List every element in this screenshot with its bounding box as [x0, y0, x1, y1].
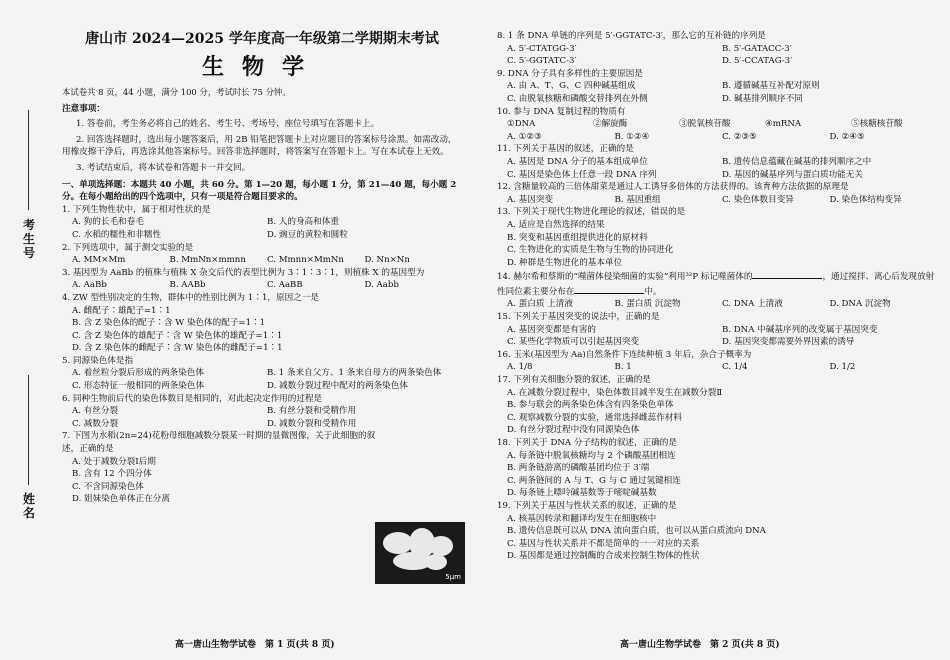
option: B. MmNn×mmnn	[169, 255, 246, 266]
question-17: 17. 下列有关细胞分裂的叙述，正确的是	[497, 375, 651, 386]
q4-options	[62, 305, 462, 355]
option: C. 染色体数目变异	[722, 194, 794, 205]
option: A. 基因突变	[507, 194, 554, 205]
candidate-number-label: 考生号	[22, 218, 35, 260]
option: B. 人的身高和体重	[267, 217, 339, 228]
q6-options	[62, 405, 462, 430]
q8-options	[497, 43, 937, 68]
answer-blank	[752, 269, 822, 279]
subject-title: 生物学	[201, 54, 322, 80]
option: C. 5′-GGTATC-3′	[507, 56, 577, 67]
option: B. 两条链游离的磷酸基团均位于 3′端	[507, 463, 650, 474]
question-13: 13. 下列关于现代生物进化理论的叙述，错误的是	[497, 207, 686, 218]
option: D. 种群是生物进化的基本单位	[507, 257, 623, 268]
option: A. 狗的长毛和卷毛	[72, 217, 144, 228]
option: D. DNA 沉淀物	[829, 299, 891, 310]
option: D. 基因都是通过控制酶的合成来控制生物体的性状	[507, 551, 700, 562]
q14-stem-tail: ，通过搅拌、离心后发现放射性同位素主要分布在	[497, 272, 935, 297]
option: B. 5′-GATACC-3′	[722, 43, 792, 54]
option: B. 有丝分裂和受精作用	[267, 406, 357, 417]
option: B. 遵循碱基互补配对原则	[722, 81, 820, 92]
option: C. 某些化学物质可以引起基因突变	[507, 337, 640, 348]
option: A. 适应是自然选择的结果	[507, 219, 605, 230]
option: B. 突变和基因重组提供进化的原材料	[507, 232, 648, 243]
option: B. 1	[614, 362, 632, 373]
option: D. 减数分裂和受精作用	[267, 418, 357, 429]
chromosome-blob	[425, 554, 447, 570]
option: C. 基因是染色体上任意一段 DNA 序列	[507, 169, 657, 180]
question-10: 10. 参与 DNA 复制过程的物质有	[497, 106, 626, 117]
option: C. Mmnn×MmNn	[267, 255, 344, 266]
option: D. 碱基排列顺序不同	[722, 93, 803, 104]
option: D. 基因的碱基序列与蛋白质功能无关	[722, 169, 863, 180]
question-9: 9. DNA 分子具有多样性的主要原因是	[497, 68, 643, 79]
q1-options	[62, 216, 462, 241]
question-4: 4. ZW 型性别决定的生物，群体中的性别比例为 1∶1，原因之一是	[62, 292, 319, 303]
option: D. 豌豆的黄粒和圆粒	[267, 229, 348, 240]
page-footer-2: 高一唐山生物学试卷 第 2 页(共 8 页)	[620, 640, 780, 650]
item: ④mRNA	[765, 119, 802, 130]
option: A. 在减数分裂过程中，染色体数目减半发生在减数分裂Ⅱ	[507, 387, 723, 398]
option: C. AaBB	[267, 280, 303, 291]
q5-options	[62, 367, 462, 392]
option: A. 蛋白质 上清液	[507, 299, 573, 310]
q16-options	[497, 361, 937, 374]
q3-options	[62, 279, 462, 292]
option: A. 5′-CTATGG-3′	[507, 43, 577, 54]
q2-options	[62, 254, 462, 267]
option: D. 含 Z 染色体的雌配子∶含 W 染色体的雌配子=1∶1	[72, 343, 283, 354]
question-12: 12. 含糖量较高的三倍体甜菜是通过人工诱导多倍体的方法获得的。该育种方法依据的原理是	[497, 182, 849, 193]
q10-options	[497, 131, 937, 144]
option: A. AaBb	[72, 280, 107, 291]
q15-options	[497, 324, 937, 349]
option: B. ①②④	[614, 131, 650, 142]
option: C. 不含同源染色体	[72, 481, 144, 492]
option: C. 基因与性状关系并不都是简单的一一对应的关系	[507, 538, 700, 549]
question-15: 15. 下列关于基因突变的说法中，正确的是	[497, 312, 660, 323]
option: C. 1/4	[722, 362, 748, 373]
option: A. 核基因转录和翻译均发生在细胞核中	[507, 513, 657, 524]
option: D. 染色体结构变异	[829, 194, 902, 205]
question-7: 7. 下图为水稻(2n=24)花粉母细胞减数分裂某一时期的显微图像，关于此细胞的叙述，正确的是	[62, 431, 376, 455]
q10-items	[497, 118, 937, 131]
option: B. 含 Z 染色体的配子∶含 W 染色体的配子=1∶1	[72, 318, 266, 329]
left-column	[62, 30, 462, 506]
question-16: 16. 玉米(基因型为 Aa)自然条件下连续种植 3 年后，杂合子概率为	[497, 349, 752, 360]
name-label: 姓名	[22, 492, 35, 520]
option: C. 水稻的糯性和非糯性	[72, 229, 162, 240]
note-item: 3. 考试结束后，将本试卷和答题卡一并交回。	[76, 162, 251, 173]
question-11: 11. 下列关于基因的叙述，正确的是	[497, 144, 634, 155]
question-3: 3. 基因型为 AaBb 的植株与植株 X 杂交后代的表型比例为 3∶1∶3∶1，则植株 X 的基因型为	[62, 267, 425, 278]
chromosome-blob	[429, 536, 453, 556]
exam-info: 本试卷共 8 页，44 小题，满分 100 分，考试时长 75 分钟。	[62, 87, 291, 97]
option: B. DNA 中碱基序列的改变属于基因突变	[722, 324, 878, 335]
option: D. Nn×Nn	[364, 255, 410, 266]
question-18: 18. 下列关于 DNA 分子结构的叙述，正确的是	[497, 438, 677, 448]
option: D. 5′-CCATAG-3′	[722, 56, 793, 67]
page-footer-1: 高一唐山生物学试卷 第 1 页(共 8 页)	[175, 640, 335, 650]
question-5: 5. 同源染色体是指	[62, 355, 134, 366]
option: C. ②③⑤	[722, 131, 757, 142]
section-heading: 一、单项选择题：本题共 40 小题，共 60 分。第 1—20 题，每小题 1 分，第 21—40 题，每小题 2 分。在每小题给出的四个选项中，只有一项是符合题目要求的。	[62, 179, 457, 203]
option: C. 含 Z 染色体的雄配子∶含 W 染色体的雄配子=1∶1	[72, 330, 283, 341]
option: C. 减数分裂	[72, 418, 119, 429]
item: ⑤核糖核苷酸	[851, 119, 903, 130]
option: C. 形态特征一般相同的两条染色体	[72, 381, 205, 392]
option: D. Aabb	[364, 280, 399, 291]
q18-options	[497, 450, 937, 500]
question-14	[497, 269, 937, 298]
item: ①DNA	[507, 119, 536, 130]
option: A. 着丝粒分裂后形成的两条染色体	[72, 368, 204, 379]
option: D. 姐妹染色单体正在分离	[72, 494, 170, 505]
option: D. 减数分裂过程中配对的两条染色体	[267, 381, 408, 392]
name-line	[28, 375, 29, 485]
question-2: 2. 下列选项中，属于测交实验的是	[62, 242, 194, 253]
option: A. MM×Mm	[72, 255, 126, 266]
q14-stem-end: 中。	[644, 286, 662, 297]
option: C. 由脱氧核糖和磷酸交替排列在外侧	[507, 93, 648, 104]
option: A. 有丝分裂	[72, 406, 119, 417]
q14-options	[497, 298, 937, 311]
option: C. 两条链间的 A 与 T、G 与 C 通过氢键相连	[507, 475, 681, 486]
option: B. 蛋白质 沉淀物	[614, 299, 681, 310]
question-1: 1. 下列生物性状中，属于相对性状的是	[62, 204, 211, 215]
question-8: 8. 1 条 DNA 单链的序列是 5′-GGTATC-3′，那么它的互补链的序列是	[497, 31, 766, 41]
q12-options	[497, 194, 937, 207]
option: D. 1/2	[829, 362, 856, 373]
option: D. 有丝分裂过程中没有同源染色体	[507, 425, 640, 436]
notes-heading: 注意事项：	[62, 103, 105, 114]
option: B. 遗传信息蕴藏在碱基的排列顺序之中	[722, 156, 872, 167]
option: B. 参与联会的两条染色体含有四条染色单体	[507, 400, 674, 411]
q14-stem: 14. 赫尔希和蔡斯的“噬菌体侵染细菌的实验”利用³²P 标记噬菌体的	[497, 272, 753, 283]
q13-options	[497, 219, 937, 269]
exam-title: 唐山市 2024—2025 学年度高一年级第二学期期末考试	[85, 31, 439, 47]
answer-blank	[574, 284, 644, 294]
note-item: 1. 答卷前，考生务必将自己的姓名、考生号、考场号、座位号填写在答题卡上。	[76, 119, 380, 130]
option: B. 遗传信息既可以从 DNA 流向蛋白质，也可以从蛋白质流向 DNA	[507, 526, 766, 537]
option: C. DNA 上清液	[722, 299, 783, 310]
q17-options	[497, 387, 937, 437]
option: A. 每条链中脱氧核糖均与 2 个磷酸基团相连	[507, 450, 676, 461]
option: D. 基因突变都需要外界因素的诱导	[722, 337, 855, 348]
option: A. 处于减数分裂Ⅰ后期	[72, 456, 156, 467]
micrograph-image	[375, 522, 465, 584]
option: C. 观察减数分裂的实验，通常选择雌蕊作材料	[507, 412, 683, 423]
item: ②解旋酶	[593, 119, 628, 130]
question-19: 19. 下列关于基因与性状关系的叙述，正确的是	[497, 500, 677, 511]
option: A. 由 A、T、G、C 四种碱基组成	[507, 81, 636, 92]
q19-options	[497, 513, 937, 563]
option: B. 1 条来自父方、1 条来自母方的两条染色体	[267, 368, 442, 379]
right-column	[497, 30, 937, 563]
candidate-number-line	[28, 110, 29, 210]
option: A. 基因是 DNA 分子的基本组成单位	[507, 156, 648, 167]
option: B. 含有 12 个四分体	[72, 469, 152, 480]
q9-options	[497, 80, 937, 105]
option: B. AABb	[169, 280, 206, 291]
option: D. 每条链上嘌呤碱基数等于嘧啶碱基数	[507, 488, 657, 499]
option: A. ①②③	[507, 131, 542, 142]
option: D. ②④⑤	[829, 131, 865, 142]
note-item: 2. 回答选择题时，选出每小题答案后，用 2B 铅笔把答题卡上对应题目的答案标号涂黑。如需改动，用橡皮擦干净后，再选涂其他答案标号。回答非选择题时，将答案写在答题卡上。写在本试卷上无效。	[62, 134, 457, 158]
option: A. 1/8	[507, 362, 533, 373]
item: ③脱氧核苷酸	[679, 119, 731, 130]
scale-bar-label: 5μm	[445, 573, 461, 581]
option: C. 生物进化的实质是生物与生物的协同进化	[507, 245, 674, 256]
question-6: 6. 同种生物前后代的染色体数目是相同的，对此起决定作用的过程是	[62, 393, 323, 404]
option: A. 基因突变都是有害的	[507, 324, 597, 335]
option: B. 基因重组	[614, 194, 661, 205]
q11-options	[497, 156, 937, 181]
q7-options	[62, 456, 462, 506]
option: A. 雌配子∶雄配子=1∶1	[72, 305, 171, 316]
